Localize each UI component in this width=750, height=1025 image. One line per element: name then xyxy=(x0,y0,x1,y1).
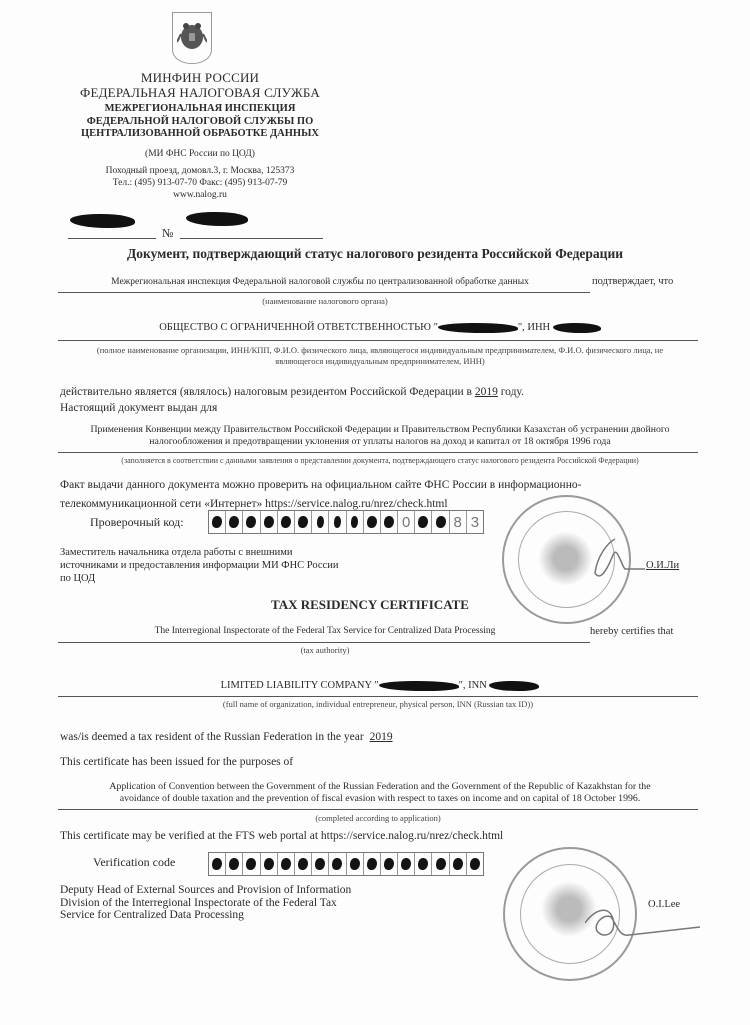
website: www.nalog.ru xyxy=(173,190,227,200)
code-cell xyxy=(312,511,329,533)
code-cell xyxy=(226,853,243,875)
redacted-company-name xyxy=(438,323,518,333)
code-cell: 0 xyxy=(398,511,415,533)
inspectorate-line-2: ФЕДЕРАЛЬНОЙ НАЛОГОВОЙ СЛУЖБЫ ПО xyxy=(86,115,314,127)
signature-icon xyxy=(585,535,645,595)
en-code-label: Verification code xyxy=(93,855,176,869)
en-signer-2: Division of the Interregional Inspectorate of the Federal Tax xyxy=(60,896,337,909)
code-cell xyxy=(329,511,346,533)
inspectorate-line-1: МЕЖРЕГИОНАЛЬНАЯ ИНСПЕКЦИЯ xyxy=(104,103,296,114)
ru-verification-code xyxy=(208,510,484,534)
redacted-company-name xyxy=(379,681,459,691)
en-verification-code xyxy=(208,852,484,876)
code-cell xyxy=(278,853,295,875)
en-purpose-caption: (completed according to application) xyxy=(315,813,441,823)
redacted-date xyxy=(70,214,135,228)
code-cell xyxy=(209,511,226,533)
ru-company-line: ОБЩЕСТВО С ОГРАНИЧЕННОЙ ОТВЕТСТВЕННОСТЬЮ " ", ИНН xyxy=(60,322,700,333)
ru-code-label: Проверочный код: xyxy=(90,515,184,529)
code-cell xyxy=(364,853,381,875)
code-cell xyxy=(295,511,312,533)
code-cell xyxy=(364,511,381,533)
code-cell xyxy=(278,511,295,533)
code-cell xyxy=(432,511,449,533)
ru-authority-caption: (наименование налогового органа) xyxy=(262,296,388,306)
ru-issued-for: Настоящий документ выдан для xyxy=(60,402,218,414)
inspectorate-line-3: ЦЕНТРАЛИЗОВАННОЙ ОБРАБОТКЕ ДАННЫХ xyxy=(81,128,319,139)
code-cell xyxy=(243,853,260,875)
en-resident-line: was/is deemed a tax resident of the Russian Federation in the year 2019 xyxy=(60,731,393,743)
coat-of-arms-icon xyxy=(172,12,212,64)
ru-purpose-2: налогообложения и предотвращении уклонения от уплаты налогов на доход и капитал от 18 октября 1996 года xyxy=(149,436,611,447)
ru-signer-name: О.И.Ли xyxy=(646,560,680,571)
code-cell xyxy=(209,853,226,875)
ru-verify-2: телекоммуникационной сети «Интернет» https://service.nalog.ru/nrez/check.html xyxy=(60,498,448,510)
code-cell: 3 xyxy=(470,513,480,531)
code-cell xyxy=(261,511,278,533)
ru-company-caption-2: являющегося индивидуальным предпринимателем, ИНН) xyxy=(275,356,485,366)
code-cell xyxy=(347,511,364,533)
russian-title: Документ, подтверждающий статус налогового резидента Российской Федерации xyxy=(126,246,624,261)
code-cell xyxy=(295,853,312,875)
code-cell xyxy=(243,511,260,533)
en-purpose-2: avoidance of double taxation and the prevention of fiscal evasion with respect to taxes on income and on capital of 18 October 1996. xyxy=(119,793,641,804)
ru-purpose-caption: (заполняется в соответствии с данными заявления о представлении документа, подтверждающего статус налогового резидента Российской Федерации) xyxy=(121,456,639,465)
address: Походный проезд, домовл.3, г. Москва, 125373 xyxy=(105,166,295,176)
code-cell xyxy=(415,511,432,533)
en-authority-caption: (tax authority) xyxy=(300,645,350,655)
en-signer-name: O.I.Lee xyxy=(648,899,681,910)
service-name: ФЕДЕРАЛЬНАЯ НАЛОГОВАЯ СЛУЖБА xyxy=(80,85,320,100)
redacted-inn xyxy=(489,681,539,691)
code-cell xyxy=(226,511,243,533)
en-verify: This certificate may be verified at the FTS web portal at https://service.nalog.ru/nrez/check.html xyxy=(60,830,504,842)
code-cell xyxy=(381,853,398,875)
en-signer-1: Deputy Head of External Sources and Provision of Information xyxy=(60,884,352,896)
code-cell xyxy=(398,853,415,875)
ru-signer-1: Заместитель начальника отдела работы с внешними xyxy=(60,547,293,558)
en-purpose-1: Application of Convention between the Government of the Russian Federation and the Government of the Republic of Kazakhstan for the xyxy=(109,781,651,792)
ru-year: 2019 xyxy=(474,386,498,398)
code-cell xyxy=(312,853,329,875)
redacted-inn xyxy=(553,323,601,333)
ru-confirms: подтверждает, что xyxy=(592,276,674,287)
en-signer-3: Service for Centralized Data Processing xyxy=(60,909,244,921)
phones: Тел.: (495) 913-07-70 Факс: (495) 913-07-79 xyxy=(112,178,288,188)
ru-verify-1: Факт выдачи данного документа можно проверить на официальном сайте ФНС России в информационно- xyxy=(60,479,582,491)
english-title: TAX RESIDENCY CERTIFICATE xyxy=(271,597,469,612)
code-cell xyxy=(415,853,432,875)
code-cell xyxy=(261,853,278,875)
ru-company-caption-1: (полное наименование организации, ИНН/КПП, Ф.И.О. физического лица, являющегося индивидуальным предпринимателем, Ф.И.О. физического лица, не xyxy=(96,345,664,355)
ru-authority: Межрегиональная инспекция Федеральной налоговой службы по централизованной обработке данных xyxy=(111,277,529,287)
en-certifies: hereby certifies that xyxy=(590,626,674,637)
signature-icon xyxy=(585,905,705,945)
ministry-name: МИНФИН РОССИИ xyxy=(140,70,260,85)
code-cell xyxy=(347,853,364,875)
code-cell: 8 xyxy=(450,511,467,533)
en-company-line: LIMITED LIABILITY COMPANY " ", INN xyxy=(60,680,700,691)
code-cell xyxy=(381,511,398,533)
inspectorate-abbr: (МИ ФНС России по ЦОД) xyxy=(145,149,255,159)
ru-signer-3: по ЦОД xyxy=(60,573,96,584)
redacted-number xyxy=(186,212,248,226)
number-sign: № xyxy=(162,226,174,240)
code-cell xyxy=(329,853,346,875)
en-year: 2019 xyxy=(369,731,393,743)
code-cell xyxy=(450,853,467,875)
code-cell xyxy=(432,853,449,875)
en-authority: The Interregional Inspectorate of the Federal Tax Service for Centralized Data Processing xyxy=(154,626,496,636)
code-cell xyxy=(467,853,483,875)
en-issued-for: This certificate has been issued for the purposes of xyxy=(60,756,294,768)
ru-signer-2: источниками и предоставления информации МИ ФНС России xyxy=(60,560,339,571)
en-company-caption: (full name of organization, individual entrepreneur, physical person, INN (Russian tax ID)) xyxy=(222,699,534,709)
ru-purpose-1: Применения Конвенции между Правительством Российской Федерации и Правительством Республики Казахстан об устранении двойного xyxy=(90,424,670,435)
ru-resident-line: действительно является (являлось) налоговым резидентом Российской Федерации в 2019 году. xyxy=(60,386,524,398)
